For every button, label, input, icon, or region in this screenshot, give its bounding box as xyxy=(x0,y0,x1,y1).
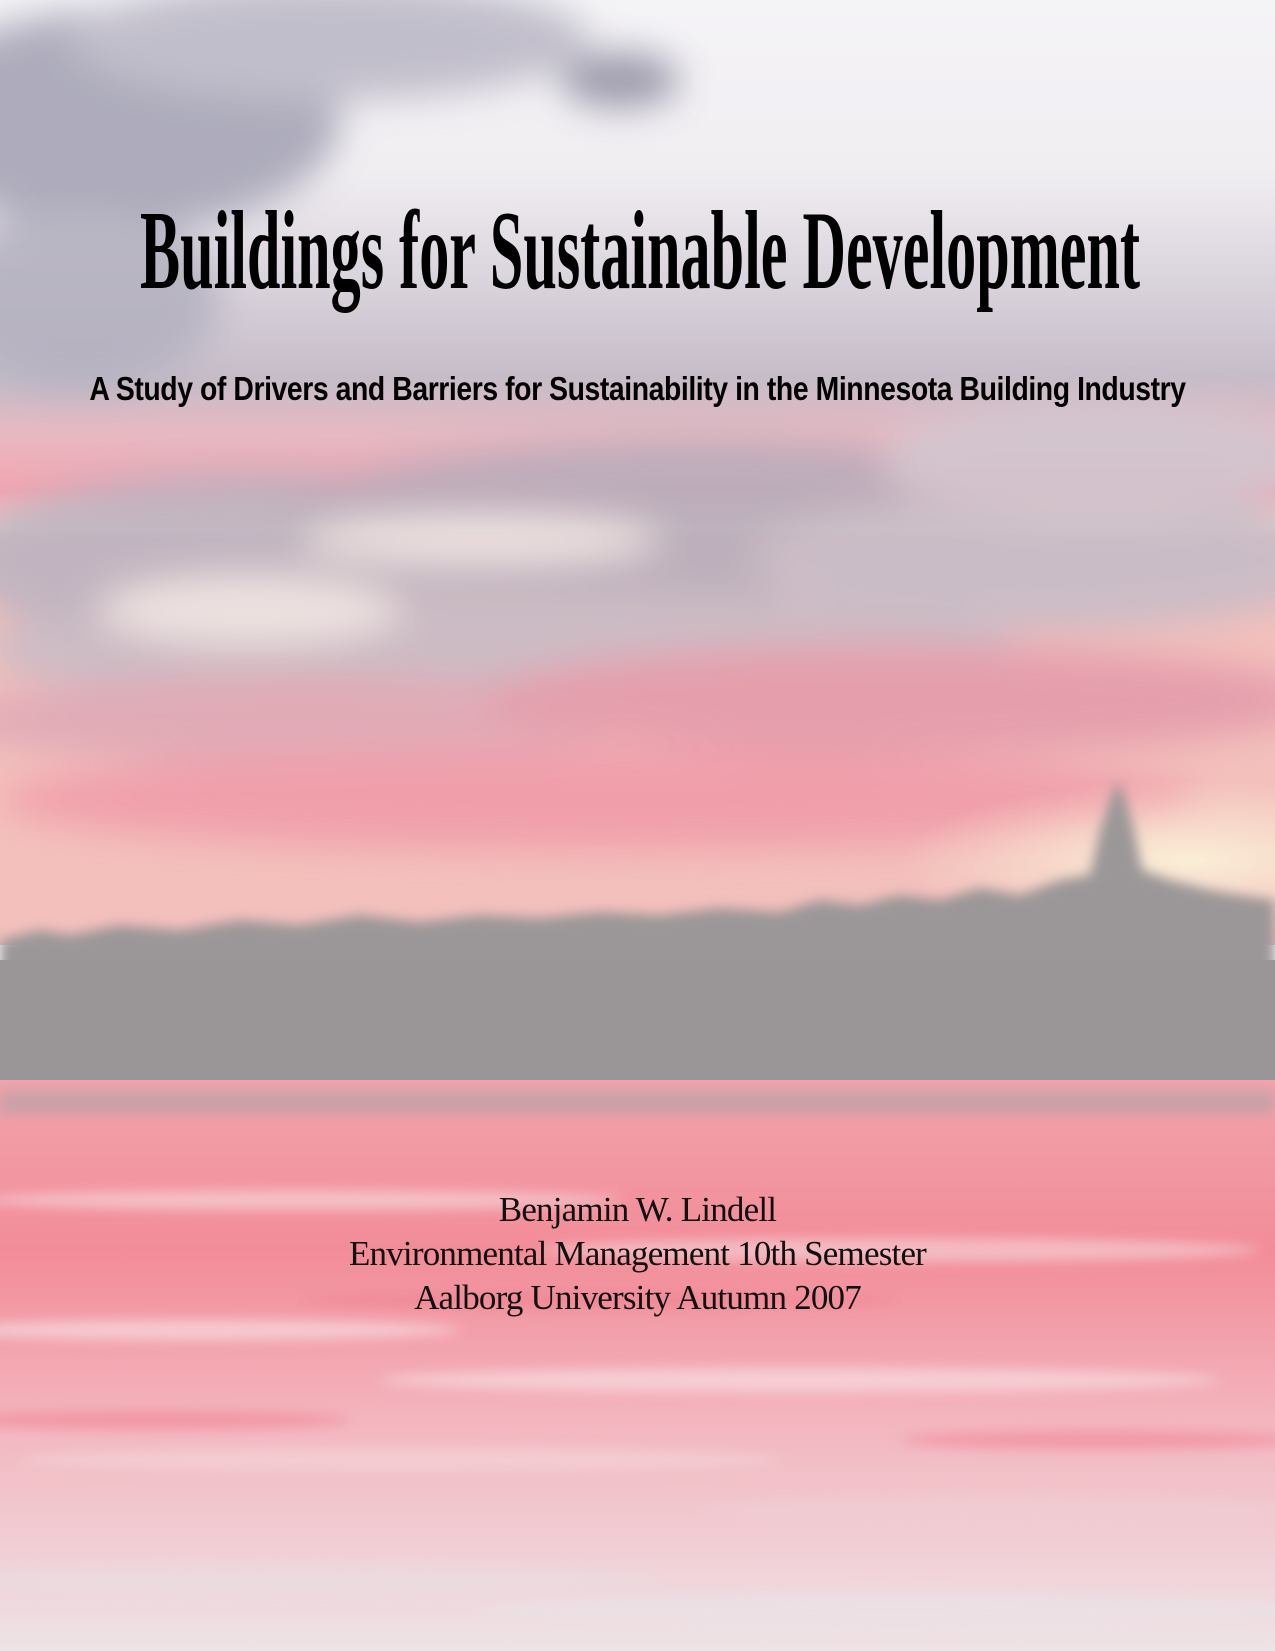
author-name: Benjamin W. Lindell xyxy=(498,1190,777,1229)
institution-line: Aalborg University Autumn 2007 xyxy=(414,1278,861,1317)
program-line: Environmental Management 10th Semester xyxy=(348,1234,927,1273)
title-text: Buildings for Sustainable Development xyxy=(140,189,1140,313)
document-title xyxy=(90,170,1190,330)
document-subtitle: A Study of Drivers and Barriers for Sustainability in the Minnesota Building Industry xyxy=(89,370,1186,407)
author-block xyxy=(0,1188,1275,1320)
title-arched-text xyxy=(90,170,1190,330)
